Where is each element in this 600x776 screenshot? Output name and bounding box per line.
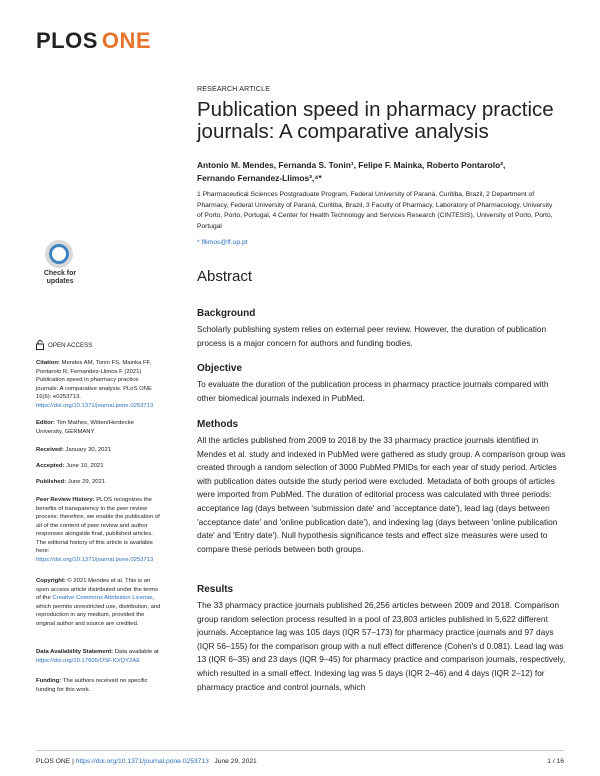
published-block xyxy=(36,478,161,487)
journal-logo xyxy=(36,28,151,54)
copyright-label: Copyright: xyxy=(36,578,66,584)
footer-divider xyxy=(36,750,564,751)
copyright-text: © 2021 Mendes et al. This is an open access article distributed under the terms of the xyxy=(36,578,159,601)
results-text: The 33 pharmacy practice journals published 26,256 articles between 2009 and 2018. Comparison group random selection process resulted in a pool of 23,803 articles published in 5,622 different journals. Acceptance lag was 105 days (IQR 57–173) for pharmacy practice journals and 97 days (IQR 56–155) for the comparison group with a null effect difference (Cohen's d 0.081). Lead lag was 13 (IQR 6–35) and 23 days (IQR 9–45) for pharmacy practice and comparison journals, respectively, which resulted in a small effect. Indexing lag was 5 days (IQR 2–46) and 4 days (IQR 2–12) for pharmacy practice and control journals, which xyxy=(197,600,566,692)
page-footer xyxy=(36,758,564,765)
data-availability-link[interactable]: https://doi.org/10.17605/OSF.IO/QY2AE xyxy=(36,657,141,664)
editor-label: Editor: xyxy=(36,420,55,426)
results-heading: Results xyxy=(197,584,234,595)
methods-heading: Methods xyxy=(197,419,239,430)
funding-block xyxy=(36,677,161,694)
author-list xyxy=(197,159,567,185)
open-access-text: OPEN ACCESS xyxy=(48,341,93,349)
received-block xyxy=(36,446,161,455)
badge-line-1: Check for xyxy=(43,270,77,277)
open-access-label xyxy=(36,340,92,350)
methods-text: All the articles published from 2009 to 2018 by the 33 pharmacy practice journals identified in Mendes et al. study and indexed in PubMed were gathered as study group. A comparison group was created through a random selection of 3000 PubMed PMIDs for each year of study period. Articles with publication dates outside the study period were excluded. Metadata of both groups of articles were imported from PubMed. The duration of editorial process was calculated with three periods: acceptance lag (days between 'submission date' and 'acceptance date'), lead lag (days between 'acceptance date' and 'online publication date'), and indexing lag (days between 'online publication date' and 'Entry date'). Null hypothesis significance tests and effect size measures were used to compare these periods between both groups. xyxy=(197,435,566,554)
article-title: Publication speed in pharmacy practice journals: A comparative analysis xyxy=(197,98,554,143)
article-type: RESEARCH ARTICLE xyxy=(197,86,271,93)
affiliations: 1 Pharmaceutical Sciences Postgraduate Program, Federal University of Paraná, Curitiba, Brazil, 2 Department of Pharmacy, Federal University of Paraná, Curitiba, Brazil, 3 Faculty of Pharmacy, Laboratory of Pharmacology, University of Porto, Porto, Portugal, 4 Center for Health Technology and Services Research (CINTESIS), University of Porto, Porto, Portugal xyxy=(197,191,553,230)
copyright-block xyxy=(36,577,161,628)
authors-line-2: Fernando Fernandez-Llimos³,⁴* xyxy=(197,173,322,183)
funding-label: Funding: xyxy=(36,678,62,684)
citation-label: Citation: xyxy=(36,360,60,366)
footer-separator: | xyxy=(72,758,74,765)
accepted-date: June 10, 2021 xyxy=(66,463,104,469)
peer-review-link[interactable]: https://doi.org/10.1371/journal.pone.0253713 xyxy=(36,556,154,563)
citation-text: Mendes AM, Tonin FS, Mainka FF, Pontarolo R, Fernandez-Llimos F (2021) Publication speed in pharmacy practice journals: A comparative analysis. PLoS ONE 16(6): e0253713. xyxy=(36,360,152,400)
data-availability-label: Data Availability Statement: xyxy=(36,649,114,655)
logo-one: ONE xyxy=(101,28,152,53)
citation-block xyxy=(36,359,161,410)
objective-heading: Objective xyxy=(197,363,243,374)
published-label: Published: xyxy=(36,479,67,485)
editor-block xyxy=(36,419,161,436)
open-lock-icon xyxy=(36,340,44,350)
received-date: January 30, 2021 xyxy=(65,447,112,453)
footer-journal: PLOS ONE xyxy=(36,758,71,765)
peer-review-text: PLOS recognizes the benefits of transparency in the peer review process; therefore, we enable the publication of all of the content of peer review and author responses alongside final, published articles. The editorial history of this article is available here: xyxy=(36,497,160,554)
citation-doi-link[interactable]: https://doi.org/10.1371/journal.pone.0253713 xyxy=(36,402,154,409)
correspondence-email[interactable]: * fllimos@ff.up.pt xyxy=(197,239,248,246)
accepted-label: Accepted: xyxy=(36,463,65,469)
peer-review-label: Peer Review History: xyxy=(36,497,95,503)
data-availability-text: Data available at xyxy=(114,649,159,655)
footer-doi-link[interactable]: https://doi.org/10.1371/journal.pone.0253713 xyxy=(75,758,209,765)
badge-line-2: updates xyxy=(46,278,74,285)
logo-plos: PLOS xyxy=(36,28,98,53)
funding-text: The authors received no specific funding for this work. xyxy=(36,678,148,693)
page-number: 1 / 16 xyxy=(547,758,564,765)
badge-inner-ring-icon xyxy=(49,244,69,264)
badge-text xyxy=(36,270,84,286)
check-for-updates-badge[interactable] xyxy=(36,240,84,296)
background-heading: Background xyxy=(197,308,256,319)
accepted-block xyxy=(36,462,161,471)
peer-review-block xyxy=(36,496,161,564)
authors-line-1: Antonio M. Mendes, Fernanda S. Tonin¹, Felipe F. Mainka, Roberto Pontarolo², xyxy=(197,160,506,170)
background-text: Scholarly publishing system relies on external peer review. However, the duration of publication process is a major concern for authors and funding bodies. xyxy=(197,324,547,348)
footer-date: June 29, 2021 xyxy=(214,758,257,765)
editor-text: Tim Mathes, Witten/Herdecke University, GERMANY xyxy=(36,420,134,435)
published-date: June 29, 2021 xyxy=(67,479,106,485)
objective-text: To evaluate the duration of the publication process in pharmacy practice journals compared with other biomedical journals indexed in PubMed. xyxy=(197,379,549,403)
copyright-text-2: , which permits unrestricted use, distribution, and reproduction in any medium, provided the original author and source are credited. xyxy=(36,595,161,627)
license-link[interactable]: Creative Commons Attribution License xyxy=(52,595,153,601)
data-availability-block xyxy=(36,648,161,665)
received-label: Received: xyxy=(36,447,64,453)
abstract-heading: Abstract xyxy=(197,268,253,285)
